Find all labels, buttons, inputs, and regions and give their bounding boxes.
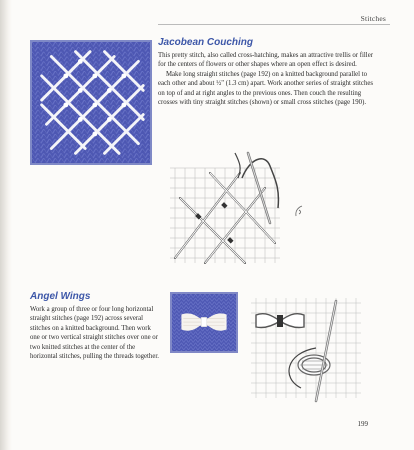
pencil-mark (294, 204, 304, 218)
jacobean-paragraph-2: Make long straight stitches (page 192) on a knitted background parallel to each other and about ½" (1.3 cm) apart. Work another series of straight stitches on top of and at right angles to the previous ones. Then couch the resulting crosses with tiny straight stitches (shown) or small cross stitches (page 190). (158, 70, 374, 107)
angel-wings-title: Angel Wings (30, 291, 91, 302)
jacobean-couching-title: Jacobean Couching (158, 37, 254, 48)
angel-wings-paragraph: Work a group of three or four long horizontal straight stitches (page 192) across several stitches on a knitted background. Then work one or two vertical straight stitches over one or two knitted stitches at the center of the horizontal stitches, pulling the threads together. (30, 306, 159, 361)
jacobean-paragraph-1: This pretty stitch, also called cross-hatching, makes an attractive trellis or filler for the centers of flowers or other shapes where an open effect is desired. (158, 52, 373, 69)
angel-wings-illustration (246, 293, 366, 403)
jacobean-couching-photo (30, 40, 152, 165)
running-head: Stitches (360, 14, 386, 23)
page-gutter-shadow (0, 0, 12, 450)
header-rule (158, 24, 390, 25)
jacobean-couching-illustration (170, 148, 370, 278)
angel-wings-photo (170, 292, 238, 353)
jacobean-couching-text (158, 51, 380, 107)
angel-wings-text (30, 305, 160, 361)
page-number: 199 (357, 420, 368, 428)
